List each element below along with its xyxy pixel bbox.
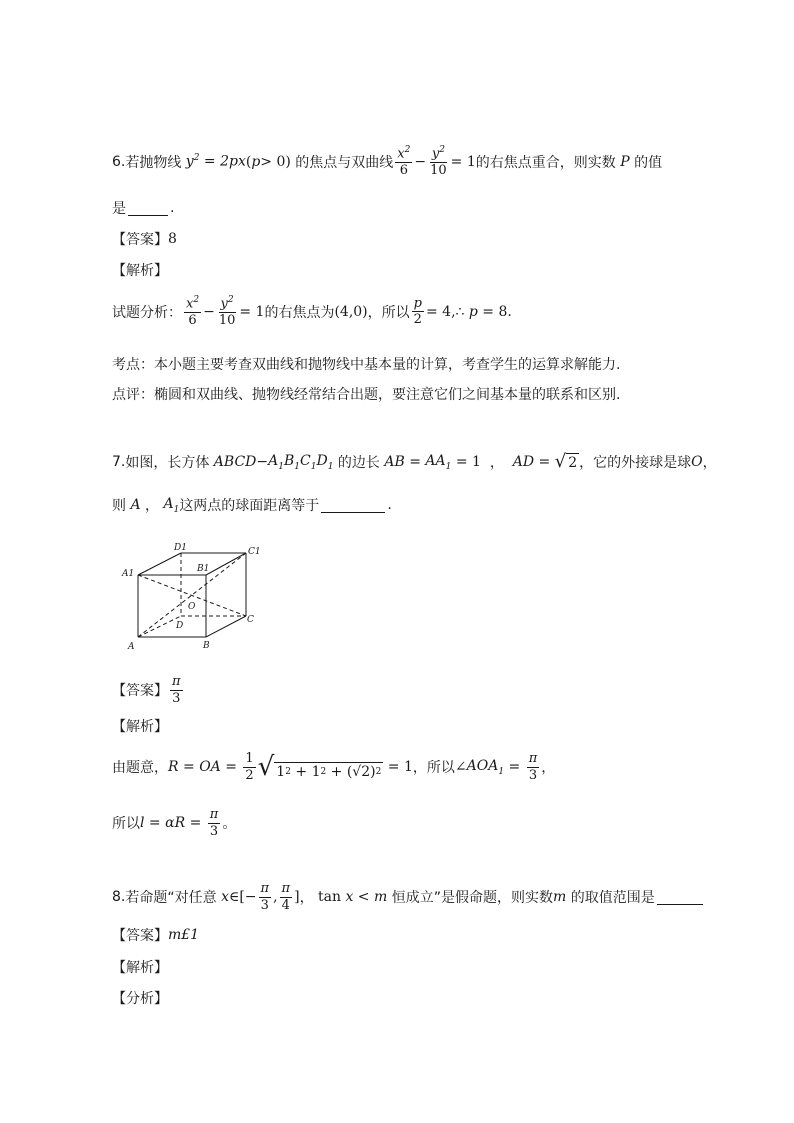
q6-answer <box>112 229 177 249</box>
q7-answer <box>112 675 185 705</box>
q6-analysis-label-line <box>112 260 168 280</box>
q7-stem-line2: 则 A ， $A_1$ 这两点的球面距离等于 . <box>112 495 392 515</box>
q7-analysis-label: 【解析】 <box>112 719 168 735</box>
q6-parabola-equation: $y^2 = 2px$ <box>181 153 246 171</box>
q8-analysis-label: 【解析】 <box>112 960 168 976</box>
edge-ad <box>138 616 184 637</box>
q7-analysis-line1: 由题意， R = OA = $\frac{1}{2}$ √ 1 2 + 1 2 + (√2) 2 = 1 ，所以 ∠ $AOA_1$ = $\frac{\pi}{3}$ ， <box>112 751 556 783</box>
q6-focus-point: (4,0) <box>334 303 368 320</box>
q6-answer-blank <box>128 201 168 216</box>
q8-analysis-label-line <box>112 957 168 977</box>
q7-answer-blank <box>321 498 385 513</box>
q7-analysis-line2: 所以 l = αR = $\frac{\pi}{3}$ 。 <box>112 807 237 839</box>
q8-number: 8. <box>112 889 126 906</box>
label-b1: B1 <box>197 564 210 574</box>
q7-stem-line1: 7. 如图，长方体 ABCD − $A_1B_1C_1D_1$ 的边长 AB = $AA_1$ = 1 ， AD = √ 2 ，它的外接球是球 O ， <box>112 451 717 472</box>
q6-analysis-line: 试题分析： $\frac{x^2}{6}$ − $\frac{y^2}{10}$ = 1 的右焦点为 (4,0) ，所以 $\frac{p}{2}$ = 4,∴ p = 8. <box>112 295 512 328</box>
edge-a1d1 <box>138 553 181 575</box>
q8-answer-value: m£1 <box>168 927 200 943</box>
q6-kaodian: 考点：本小题主要考查双曲线和抛物线中基本量的计算，考查学生的运算求解能力. <box>112 357 621 373</box>
q8-answer <box>112 925 199 945</box>
q7-number: 7. <box>112 454 126 470</box>
label-c1: C1 <box>248 547 261 557</box>
label-d: D <box>176 621 184 631</box>
label-b: B <box>203 641 210 651</box>
q6-hyperbola-y-term: $\frac{y^2}{10}$ <box>430 145 447 178</box>
q6-analysis-label: 【解析】 <box>112 263 168 279</box>
label-a1: A1 <box>122 569 135 579</box>
q6-stem-line2: 是 . <box>112 200 175 217</box>
q6-dianping: 点评：椭圆和双曲线、抛物线经常结合出题，要注意它们之间基本量的联系和区别. <box>112 387 621 403</box>
q6-answer-label: 【答案】 <box>112 232 168 248</box>
q6-number: 6. <box>112 153 126 170</box>
q6-answer-value: 8 <box>168 231 177 247</box>
label-o: O <box>188 602 196 612</box>
edge-bc <box>206 616 246 637</box>
q7-answer-value: $\frac{\pi}{3}$ <box>172 674 181 706</box>
q7-answer-label: 【答案】 <box>112 683 168 700</box>
q8-stem: 8. 若命题“对任意 x ∈[− $\frac{\pi}{3}$ , $\frac{\pi}{4}$ ] ， tan x < m 恒成立”是假命题，则实数 m 的取值范围是 <box>112 882 705 912</box>
q6-stem-line1: 6. 若抛物线 $y^2 = 2px$ ( p > 0) 的焦点与双曲线 $\frac{x^2}{6}$ − $\frac{y^2}{10}$ = 1 的右焦点重合，则实数 P 的值 <box>112 145 663 178</box>
label-c: C <box>247 615 254 625</box>
q6-hyperbola-x-term: $\frac{x^2}{6}$ <box>397 145 411 178</box>
q8-answer-blank <box>657 890 703 905</box>
label-d1: D1 <box>174 543 187 553</box>
q7-analysis-label-line <box>112 716 168 736</box>
q7-cuboid-figure <box>118 540 268 652</box>
q8-fenxi-label-line <box>112 988 168 1008</box>
label-a: A <box>128 642 135 652</box>
q8-answer-label: 【答案】 <box>112 928 168 944</box>
edge-b1c1 <box>206 553 246 575</box>
q8-fenxi-label: 【分析】 <box>112 991 168 1007</box>
